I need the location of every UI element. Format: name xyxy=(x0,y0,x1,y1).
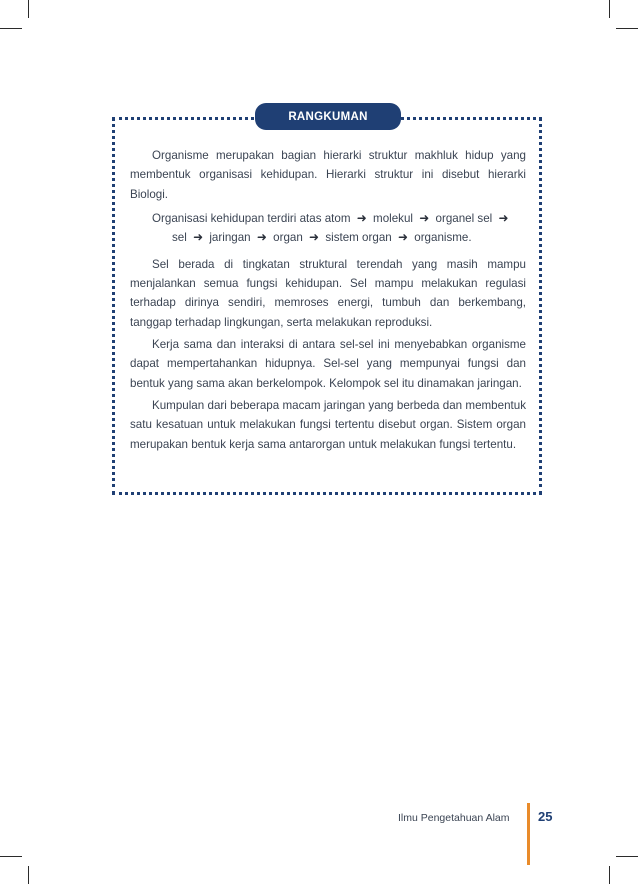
hierarchy-level: organisme. xyxy=(414,230,472,244)
hierarchy-level: molekul xyxy=(373,211,413,225)
crop-mark xyxy=(616,28,638,29)
hierarchy-intro: Organisasi kehidupan terdiri atas xyxy=(152,211,322,225)
crop-mark xyxy=(609,866,610,884)
book-title: Ilmu Pengetahuan Alam xyxy=(398,812,510,824)
arrow-right-icon: ➜ xyxy=(309,229,320,244)
arrow-right-icon: ➜ xyxy=(397,229,409,244)
crop-mark xyxy=(609,0,610,18)
arrow-right-icon: ➜ xyxy=(498,210,509,225)
hierarchy-line-2 xyxy=(152,228,526,247)
footer-accent-bar xyxy=(527,803,530,865)
arrow-right-icon: ➜ xyxy=(419,210,430,225)
hierarchy-chain xyxy=(130,209,526,247)
crop-mark xyxy=(0,856,22,857)
arrow-right-icon: ➜ xyxy=(356,210,367,225)
paragraph: Kumpulan dari beberapa macam jaringan yang berbeda dan membentuk satu kesatuan untuk melakukan fungsi tertentu disebut organ. Sistem organ merupakan bentuk kerja sama antarorgan untuk melakukan fungsi tertentu. xyxy=(130,398,526,451)
arrow-right-icon: ➜ xyxy=(256,229,267,244)
crop-mark xyxy=(28,0,29,18)
hierarchy-level: jaringan xyxy=(209,230,251,244)
hierarchy-level: organel sel xyxy=(435,211,493,225)
crop-mark xyxy=(616,856,638,857)
hierarchy-level: sistem organ xyxy=(325,230,392,244)
hierarchy-level: atom xyxy=(324,211,351,225)
paragraph: Kerja sama dan interaksi di antara sel-sel ini menyebabkan organisme dapat mempertahankan hidupnya. Sel-sel yang mempunyai fungsi dan bentuk yang sama akan berkelompok. Kelompok sel itu dinamakan jaringan. xyxy=(130,338,526,390)
page-number: 25 xyxy=(538,809,553,824)
crop-mark xyxy=(0,28,22,29)
hierarchy-level: sel xyxy=(172,230,187,244)
crop-mark xyxy=(28,866,29,884)
section-title: RANGKUMAN xyxy=(255,103,401,130)
paragraph: Organisme merupakan bagian hierarki struktur makhluk hidup yang membentuk organisasi kehidupan. Hierarki struktur ini disebut hierarki Biologi. xyxy=(130,149,526,201)
summary-content xyxy=(130,146,526,457)
arrow-right-icon: ➜ xyxy=(193,229,204,244)
paragraph: Sel berada di tingkatan struktural terendah yang masih mampu menjalankan semua fungsi kehidupan. Sel mampu melakukan regulasi terhadap dirinya sendiri, memroses energi, tumbuh dan berkembang, tanggap terhadap lingkungan, serta melakukan reproduksi. xyxy=(130,257,526,329)
hierarchy-level: organ xyxy=(273,230,303,244)
